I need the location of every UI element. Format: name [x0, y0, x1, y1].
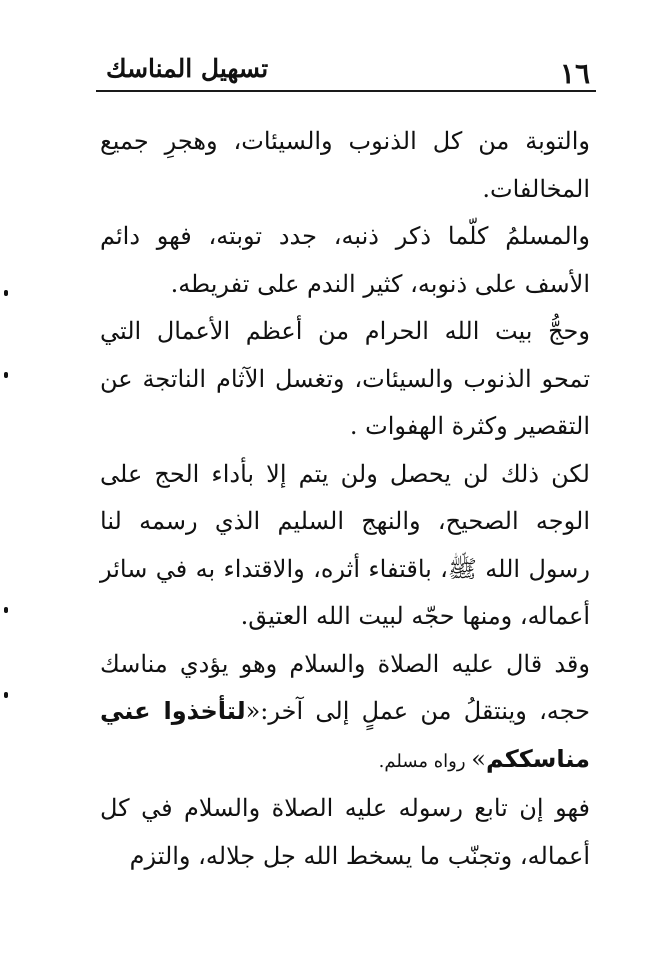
paragraph-1: والتوبة من كل الذنوب والسيئات، وهجرِ جميع المخالفات.: [100, 127, 590, 203]
scan-mark: [4, 607, 8, 613]
paragraph-6: فهو إن تابع رسوله عليه الصلاة والسلام في كل أعماله، وتجنّب ما يسخط الله جل جلاله، والتزم: [100, 794, 590, 870]
paragraph-2: والمسلمُ كلّما ذكر ذنبه، جدد توبته، فهو دائم الأسف على ذنوبه، كثير الندم على تفريطه.: [100, 222, 590, 298]
page-number: ١٦: [559, 57, 590, 90]
paragraph-3: وحجُّ بيت الله الحرام من أعظم الأعمال التي تمحو الذنوب والسيئات، وتغسل الآثام الناتجة عن التقصير وكثرة الهفوات .: [100, 317, 590, 440]
paragraph-5-text: وقد قال عليه الصلاة والسلام وهو يؤدي مناسك حجه، وينتقلُ من عملٍ إلى آخر:«: [100, 649, 591, 725]
quote-close: »: [471, 744, 486, 773]
paragraph-5: [100, 641, 590, 786]
book-title: تسهيل المناسك: [106, 54, 269, 83]
scan-mark: [4, 692, 8, 698]
paragraph-4: لكن ذلك لن يحصل ولن يتم إلا بأداء الحج على الوجه الصحيح، والنهج السليم الذي رسمه لنا رسول الله ﷺ، باقتفاء أثره، والاقتداء به في سائر أعماله، ومنها حجّه لبيت الله العتيق.: [100, 459, 590, 630]
scan-mark: [4, 290, 8, 296]
page-header: [96, 50, 596, 90]
hadith-quote: لتأخذوا عني مناسككم: [100, 697, 590, 773]
body-text: [100, 118, 590, 880]
header-divider: [96, 90, 596, 92]
scan-mark: [4, 372, 8, 378]
hadith-source: رواه مسلم.: [378, 750, 472, 772]
